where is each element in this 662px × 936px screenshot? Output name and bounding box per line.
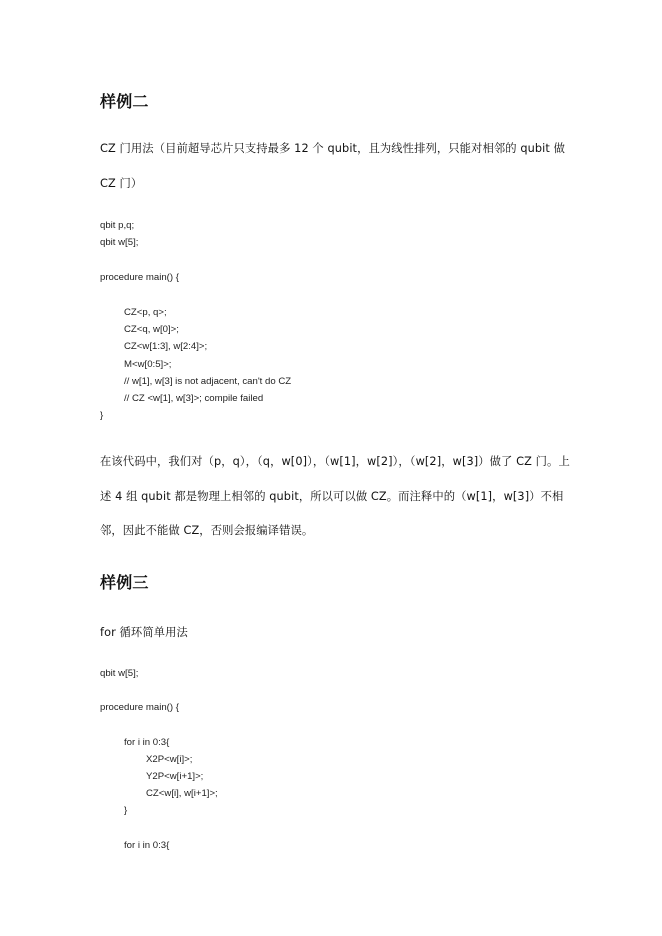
section-heading-example-3: 样例三 — [100, 573, 149, 592]
section2-description-line-2: CZ 门） — [100, 177, 143, 190]
section2-description-line-1: CZ 门用法（目前超导芯片只支持最多 12 个 qubit，且为线性排列，只能对相邻的 qubit 做 — [100, 142, 565, 155]
code-line: X2P<w[i]>; — [146, 754, 193, 765]
code-line: } — [124, 805, 128, 816]
code-line: CZ<w[1:3], w[2:4]>; — [124, 341, 208, 352]
code-line: for i in 0:3{ — [124, 737, 170, 748]
code-comment-line: // CZ <w[1], w[3]>; compile failed — [124, 393, 264, 404]
section-heading-example-2: 样例二 — [100, 92, 149, 111]
code-line: qbit w[5]; — [100, 237, 139, 248]
code-line: for i in 0:3{ — [124, 840, 170, 851]
code-line: CZ<w[i], w[i+1]>; — [146, 788, 218, 799]
section2-explanation-line-1: 在该代码中，我们对（p，q），（q，w[0]），（w[1]，w[2]），（w[2]，w[3]）做了 CZ 门。上 — [100, 455, 570, 468]
code-line: qbit w[5]; — [100, 668, 139, 679]
section2-explanation-line-3: 邻，因此不能做 CZ，否则会报编译错误。 — [100, 524, 314, 537]
code-line: CZ<p, q>; — [124, 307, 167, 318]
code-line: CZ<q, w[0]>; — [124, 324, 179, 335]
code-line: procedure main() { — [100, 702, 179, 713]
section3-description: for 循环简单用法 — [100, 626, 188, 639]
code-line: qbit p,q; — [100, 220, 135, 231]
code-line: M<w[0:5]>; — [124, 359, 172, 370]
section2-explanation-line-2: 述 4 组 qubit 都是物理上相邻的 qubit，所以可以做 CZ。而注释中的（w[1]，w[3]）不相 — [100, 490, 564, 503]
code-line: procedure main() { — [100, 272, 179, 283]
code-comment-line: // w[1], w[3] is not adjacent, can't do CZ — [124, 376, 292, 387]
code-line: } — [100, 410, 104, 421]
code-line: Y2P<w[i+1]>; — [146, 771, 204, 782]
